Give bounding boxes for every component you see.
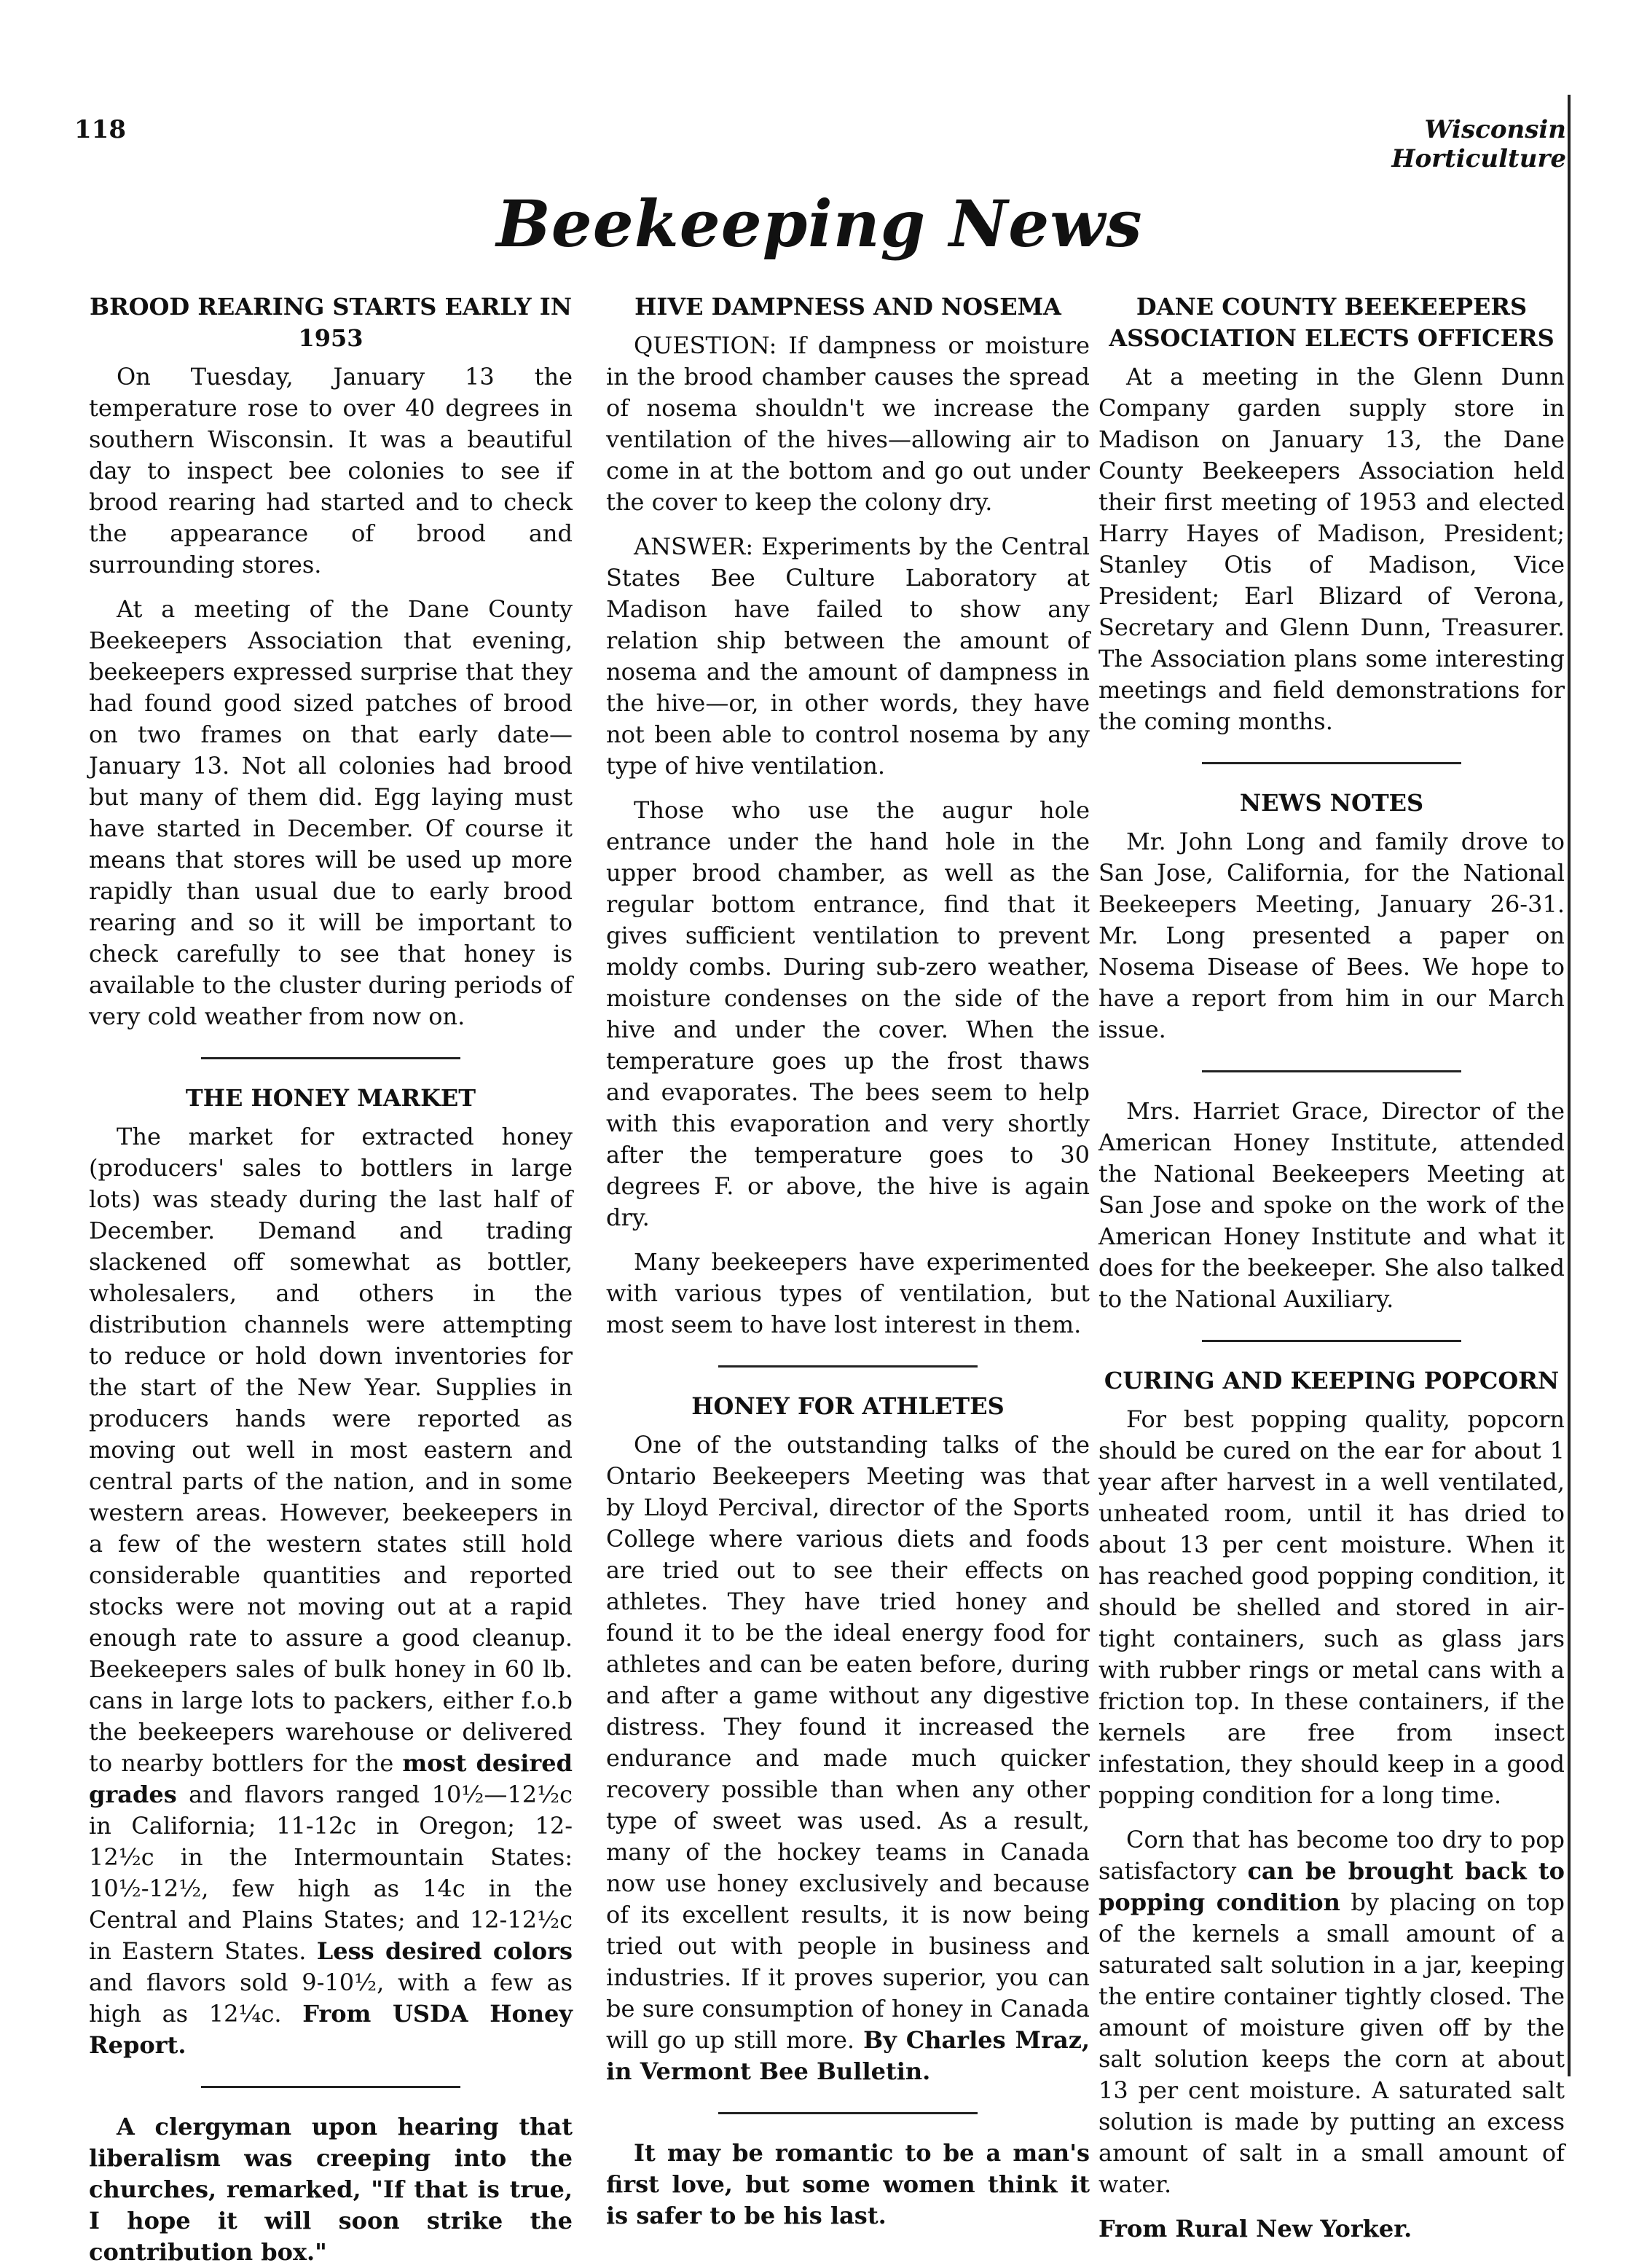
masthead-title: Beekeeping News <box>496 186 1143 262</box>
emphasis-text: most desired grades <box>89 1749 573 1808</box>
article-popcorn <box>1098 1365 1565 2245</box>
article-heading: THE HONEY MARKET <box>185 1084 476 1112</box>
article-dane-county <box>1098 291 1565 737</box>
section-divider <box>201 2086 460 2088</box>
right-edge-rule <box>1568 95 1571 2076</box>
text-run: One of the outstanding talks of the Ontario Beekeepers Meeting was that by Lloyd Percival, director of the Sports College where various diets and foods are tried out to see their effects on athletes. They have tried honey and found it to be the ideal energy food for athletes and can be eaten before, during and after a game without any digestive distress. They found it increased the endurance and made much quicker recovery possible than when any other type of sweet was used. As a result, many of the hockey teams in Canada now use honey exclusively and because of its excellent results, it is now being tried out with people in business and industries. If it proves superior, you can be sure consumption of honey in Canada will go up still more. <box>606 1431 1090 2054</box>
paragraph: At a meeting of the Dane County Beekeepers Association that evening, beekeepers expressed surprise that they had found good sized patches of brood on two frames on that early date—January 13. Not all colonies had brood but many of them did. Egg laying must have started in December. Of course it means that stores will be used up more rapidly than usual due to early brood rearing and so it will be important to check carefully to see that honey is available to the cluster during periods of very cold weather from now on. <box>89 595 573 1030</box>
paragraph: Those who use the augur hole entrance under the hand hole in the upper brood chamber, as well as the regular bottom entrance, find that it gives sufficient ventilation to prevent moldy combs. During sub-zero weather, moisture condenses on the side of the hive and under the cover. When the temperature goes up the frost thaws and evaporates. The bees seem to help with this evaporation and very shortly after the temperature goes to 30 degrees F. or above, the hive is again dry. <box>606 796 1090 1231</box>
article-heading: NEWS NOTES <box>1239 789 1424 817</box>
section-divider <box>1202 1070 1461 1072</box>
paragraph: QUESTION: If dampness or moisture in the brood chamber causes the spread of nosema shouldn't we increase the ventilation of the hives—allowing air to come in at the bottom and go out under the cover to keep the colony dry. <box>606 331 1090 516</box>
article-heading: BROOD REARING STARTS EARLY IN 1953 <box>90 293 572 352</box>
filler-quip: A clergyman upon hearing that liberalism was creeping into the churches, remarked, "If that is true, I hope it will soon strike the contribution box." <box>89 2113 573 2266</box>
paragraph <box>1098 1824 1565 2200</box>
paragraph: Mrs. Harriet Grace, Director of the American Honey Institute, attended the National Beekeepers Meeting at San Jose and spoke on the work of the American Honey Institute and what it does for the beekeeper. She also talked to the National Auxiliary. <box>1098 1097 1565 1313</box>
paragraph <box>606 1429 1090 2087</box>
source-credit: From Rural New Yorker. <box>1098 2215 1412 2243</box>
emphasis-text: can be brought back to popping condition <box>1098 1857 1565 1916</box>
article-honey-market <box>89 1083 573 2061</box>
section-divider <box>718 2112 978 2114</box>
article-brood-rearing <box>89 291 573 1032</box>
column-middle <box>606 291 1090 2232</box>
source-credit: From USDA Honey Report. <box>89 2000 573 2059</box>
text-run: The market for extracted honey (producers' sales to bottlers in large lots) was steady during the last half of December. Demand and trading slackened off somewhat as bottler, wholesalers, and others in the distribution channels were attempting to reduce or hold down inventories for the start of the New Year. Supplies in producers hands were reported as moving out well in most eastern and central parts of the nation, and in some western areas. However, beekeepers in a few of the western states still hold considerable quantities and reported stocks were not moving out at a rapid enough rate to assure a good cleanup. Beekeepers sales of bulk honey in 60 lb. cans in large lots to packers, either f.o.b the beekeepers warehouse or delivered to nearby bottlers for the <box>89 1123 573 1777</box>
running-title: Wisconsin Horticulture <box>1391 115 1566 173</box>
article-heading: HIVE DAMPNESS AND NOSEMA <box>634 293 1061 321</box>
filler-quip: It may be romantic to be a man's first love, but some women think it is safer to be his last. <box>606 2139 1090 2229</box>
section-divider <box>201 1057 460 1059</box>
article-hive-dampness <box>606 291 1090 1341</box>
text-run: and flavors ranged 10½—12½c in California; 11-12c in Oregon; 12-12½c in the Intermountain States: 10½-12½, few high as 14c in the Central and Plains States; and 12-12½c in Eastern States. <box>89 1781 573 1965</box>
paragraph: Mr. John Long and family drove to San Jose, California, for the National Beekeepers Meeting, January 26-31. Mr. Long presented a paper on Nosema Disease of Bees. We hope to have a report from him in our March issue. <box>1098 828 1565 1043</box>
text-run: Corn that has become too dry to pop satisfactory <box>1098 1826 1565 1885</box>
article-heading: CURING AND KEEPING POPCORN <box>1104 1367 1560 1394</box>
page-number: 118 <box>74 115 126 144</box>
section-divider <box>1202 762 1461 764</box>
paragraph <box>89 1121 573 2061</box>
text-run: by placing on top of the kernels a small amount of a saturated salt solution in a jar, keeping the entire container tightly closed. The amount of moisture given off by the salt solution keeps the corn at about 13 per cent moisture. A saturated salt solution is made by putting an excess amount of salt in a small amount of water. <box>1098 1888 1565 2198</box>
article-heading: DANE COUNTY BEEKEEPERS ASSOCIATION ELECTS OFFICERS <box>1109 293 1555 352</box>
article-heading: HONEY FOR ATHLETES <box>691 1392 1005 1420</box>
text-run: and flavors sold 9-10½, with a few as high as 12¼c. <box>89 1969 573 2028</box>
column-right <box>1098 291 1565 2258</box>
section-divider <box>718 1365 978 1368</box>
paragraph: On Tuesday, January 13 the temperature rose to over 40 degrees in southern Wisconsin. It was a beautiful day to inspect bee colonies to see if brood rearing had started and to check the appearance of brood and surrounding stores. <box>89 363 573 578</box>
paragraph: ANSWER: Experiments by the Central States Bee Culture Laboratory at Madison have failed to show any relation ship between the amount of nosema and the amount of dampness in the hive—or, in other words, they have not been able to control nosema by any type of hive ventilation. <box>606 533 1090 780</box>
article-honey-athletes <box>606 1391 1090 2087</box>
article-news-notes <box>1098 788 1565 1315</box>
paragraph: For best popping quality, popcorn should be cured on the ear for about 1 year after harvest in a well ventilated, unheated room, until it has dried to about 13 per cent moisture. When it has reached good popping condition, it should be shelled and stored in air-tight containers, such as glass jars with rubber rings or metal cans with a friction top. In these containers, if the kernels are free from insect infestation, they should keep in a good popping condition for a long time. <box>1098 1405 1565 1809</box>
paragraph: At a meeting in the Glenn Dunn Company garden supply store in Madison on January 13, the Dane County Beekeepers Association held their first meeting of 1953 and elected Harry Hayes of Madison, President; Stanley Otis of Madison, Vice President; Earl Blizard of Verona, Secretary and Glenn Dunn, Treasurer. The Association plans some interesting meetings and field demonstrations for the coming months. <box>1098 363 1565 735</box>
source-credit: By Charles Mraz, in Vermont Bee Bulletin. <box>606 2026 1090 2085</box>
emphasis-text: Less desired colors <box>316 1937 573 1965</box>
section-divider <box>1202 1340 1461 1342</box>
paragraph: Many beekeepers have experimented with various types of ventilation, but most seem to have lost interest in them. <box>606 1248 1090 1338</box>
column-left <box>89 291 573 2268</box>
